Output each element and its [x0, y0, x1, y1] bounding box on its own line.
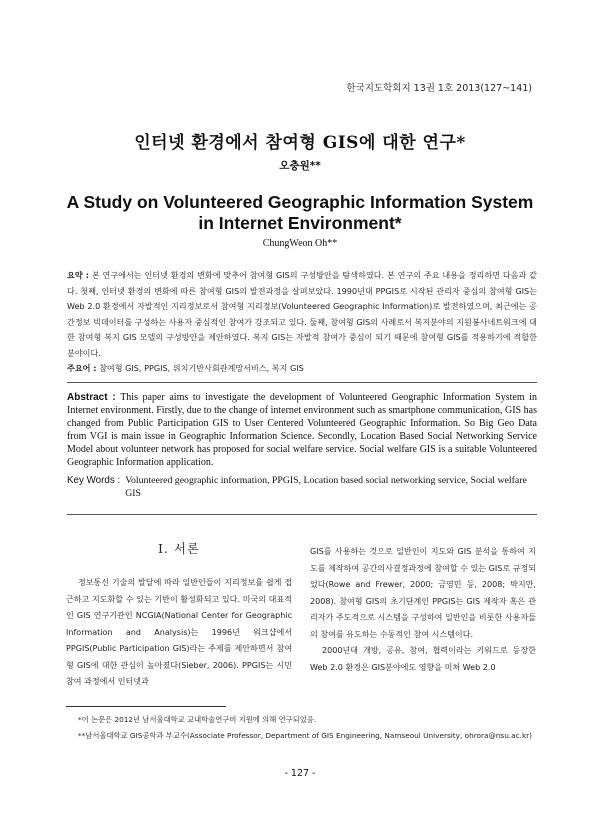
title-korean: 인터넷 환경에서 참여형 GIS에 대한 연구* — [134, 133, 466, 153]
title-english: A Study on Volunteered Geographic Information System in Internet Environment* — [66, 192, 534, 233]
footnote-divider — [66, 706, 226, 707]
paragraph: 2000년대 개방, 공유, 참여, 협력이라는 키워드로 등장한 Web 2.0 환경은 GIS분야에도 영향을 미쳐 Web 2.0 — [310, 646, 536, 672]
footnote-author-affiliation: **남서울대학교 GIS공학과 부교수(Associate Professor, Department of GIS Engineering, Namseoul University, ohrora@nsu.ac.kr) — [78, 731, 533, 740]
body-right-column — [310, 544, 536, 676]
abstract-divider — [67, 382, 537, 383]
abstract-korean-text: 본 연구에서는 인터넷 환경의 변화에 맞추어 참여형 GIS의 구성방안을 탐색하였다. 본 연구의 주요 내용을 정리하면 다음과 같다. 첫째, 인터넷 환경의 변화에 따른 참여형 GIS의 발전과정을 살펴보았다. 1990년대 PPGIS로 시작된 관리자 중심의 참여형 GIS는 Web 2.0 환경에서 자발적인 지리정보로서 참여형 지리정보(Volunteered Geographic Information)로 발전하였으며, 최근에는 공간정보 빅데이터를 구성하는 사용자 중심적인 참여가 강조되고 있다. 둘째, 참여형 GIS의 사례로서 복지분야의 지원봉사네트워크에 대한 참여형 복지 GIS 모델의 구성방안을 제안하였다. 복지 GIS는 자발적 참여가 중심이 되기 때문에 참여형 GIS를 적용하기에 적합한 분야이다. — [67, 270, 537, 358]
keywords-korean-label: 주요어 : — [67, 363, 97, 373]
body-divider — [67, 514, 537, 515]
keywords-korean — [67, 361, 537, 375]
section-heading: I. 서론 — [157, 541, 201, 556]
paragraph: 정보통신 기술의 발달에 따라 일반인들이 지리정보를 쉽게 접근하고 지도화할 수 있는 기반이 활성화되고 있다. 미국의 대표적인 GIS 연구기관인 NCGIA(National Center for Geographic Information and Analysis)는 1996년 워크샵에서 PPGIS(Public Participation GIS)라는 주제를 제안하면서 참여형 GIS에 대한 관심이 높아졌다(Sieber, 2006). PPGIS는 시민참여 과정에서 인터넷과 — [66, 578, 292, 686]
journal-header: 한국지도학회지 13권 1호 2013(127~141) — [346, 83, 532, 94]
keywords-english-label: Key Words : — [67, 475, 121, 486]
keywords-english-text: Volunteered geographic information, PPGIS, Location based social networking service, Social welfare GIS — [125, 475, 527, 499]
body-left-column — [66, 541, 292, 691]
author-korean: 오충원** — [279, 160, 321, 172]
abstract-korean — [67, 268, 537, 362]
author-english: ChungWeon Oh** — [262, 238, 338, 249]
footnote-funding: *이 논문은 2012년 남서울대학교 교내학술연구비 지원에 의해 연구되었음. — [78, 715, 317, 724]
abstract-korean-label: 요약 : — [67, 270, 89, 280]
paragraph: GIS를 사용하는 것으로 일반인이 지도와 GIS 분석을 통하여 지도를 제작하여 공간의사결정과정에 참여할 수 있는 GIS로 규정되었다(Rowe and Frewer, 2000; 금영민 등, 2008; 박지만, 2008). 참여형 GIS의 초기단계인 PPGIS는 GIS 제작자 혹은 관리자가 주도적으로 시스템을 구성하여 일반인을 비롯한 사용자들의 참여를 유도하는 수동적인 참여 시스템이다. — [310, 547, 536, 639]
abstract-english-label: Abstract : — [67, 392, 116, 403]
keywords-english — [67, 474, 537, 500]
abstract-english — [67, 391, 537, 470]
abstract-english-text: This paper aims to investigate the development of Volunteered Geographic Information System in Internet environment. Firstly, due to the change of internet environment such as smartphone communication, GIS has changed from Public Participation GIS to User Centered Volunteered Geographic Information. So Big Geo Data from VGI is main issue in Geographic Information Science. Secondly, Location Based Social Networking Service Model about volunteer network has proposed for social welfare service. Social welfare GIS is a suitable Volunteered Geographic Information application. — [67, 392, 537, 469]
page-number: - 127 - — [284, 768, 316, 779]
keywords-korean-text: 참여형 GIS, PPGIS, 위치기반사회관계망서비스, 복지 GIS — [99, 363, 304, 373]
